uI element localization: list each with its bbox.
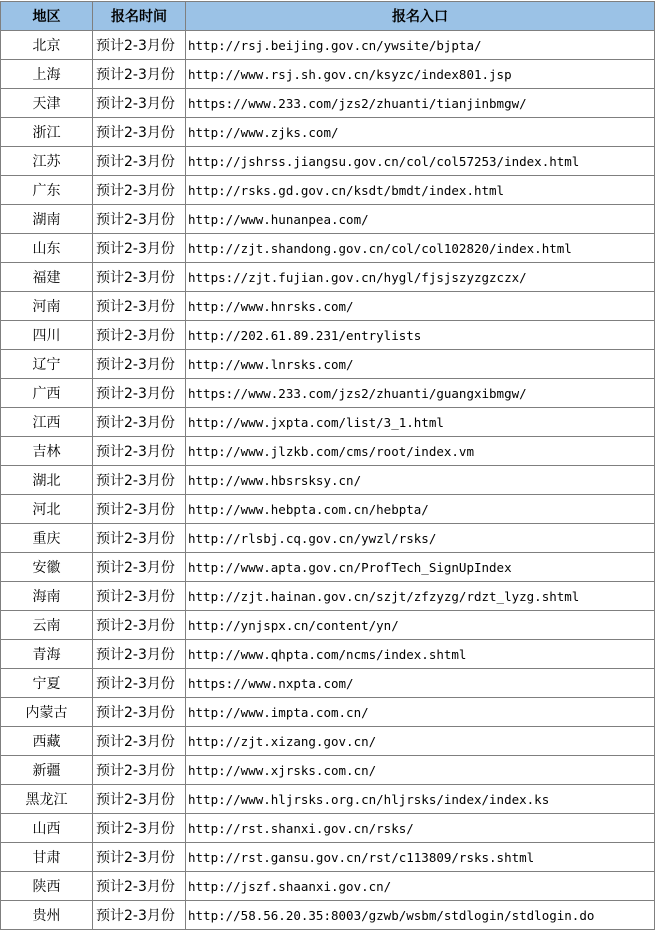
region-cell: 天津 (1, 89, 93, 118)
time-cell: 预计2-3月份 (93, 437, 186, 466)
time-cell: 预计2-3月份 (93, 524, 186, 553)
region-cell: 辽宁 (1, 350, 93, 379)
table-row (1, 843, 655, 872)
time-cell: 预计2-3月份 (93, 698, 186, 727)
entry-url-cell[interactable]: http://jszf.shaanxi.gov.cn/ (186, 872, 655, 901)
region-cell: 吉林 (1, 437, 93, 466)
time-cell: 预计2-3月份 (93, 234, 186, 263)
table-row (1, 408, 655, 437)
time-cell: 预计2-3月份 (93, 669, 186, 698)
table-row (1, 466, 655, 495)
entry-url-cell[interactable]: http://58.56.20.35:8003/gzwb/wsbm/stdlogin/stdlogin.do (186, 901, 655, 930)
time-cell: 预计2-3月份 (93, 640, 186, 669)
table-row (1, 31, 655, 60)
time-cell: 预计2-3月份 (93, 553, 186, 582)
table-row (1, 321, 655, 350)
time-cell: 预计2-3月份 (93, 466, 186, 495)
time-cell: 预计2-3月份 (93, 582, 186, 611)
table-row (1, 89, 655, 118)
entry-url-cell[interactable]: http://www.hljrsks.org.cn/hljrsks/index/index.ks (186, 785, 655, 814)
region-cell: 四川 (1, 321, 93, 350)
time-cell: 预计2-3月份 (93, 785, 186, 814)
table-row (1, 205, 655, 234)
entry-url-cell[interactable]: http://202.61.89.231/entrylists (186, 321, 655, 350)
table-row (1, 292, 655, 321)
region-cell: 上海 (1, 60, 93, 89)
table-row (1, 901, 655, 930)
registration-table (0, 1, 655, 930)
time-cell: 预计2-3月份 (93, 611, 186, 640)
entry-url-cell[interactable]: http://rst.gansu.gov.cn/rst/c113809/rsks.shtml (186, 843, 655, 872)
time-cell: 预计2-3月份 (93, 843, 186, 872)
table-row (1, 727, 655, 756)
header-entry: 报名入口 (186, 2, 655, 31)
entry-url-cell[interactable]: https://www.233.com/jzs2/zhuanti/tianjinbmgw/ (186, 89, 655, 118)
table-row (1, 582, 655, 611)
entry-url-cell[interactable]: http://zjt.shandong.gov.cn/col/col102820/index.html (186, 234, 655, 263)
entry-url-cell[interactable]: http://www.impta.com.cn/ (186, 698, 655, 727)
region-cell: 贵州 (1, 901, 93, 930)
region-cell: 云南 (1, 611, 93, 640)
entry-url-cell[interactable]: http://www.hbsrsksy.cn/ (186, 466, 655, 495)
time-cell: 预计2-3月份 (93, 118, 186, 147)
entry-url-cell[interactable]: https://www.233.com/jzs2/zhuanti/guangxibmgw/ (186, 379, 655, 408)
header-region: 地区 (1, 2, 93, 31)
region-cell: 山西 (1, 814, 93, 843)
region-cell: 山东 (1, 234, 93, 263)
region-cell: 广西 (1, 379, 93, 408)
entry-url-cell[interactable]: http://rsks.gd.gov.cn/ksdt/bmdt/index.html (186, 176, 655, 205)
region-cell: 广东 (1, 176, 93, 205)
entry-url-cell[interactable]: http://www.hebpta.com.cn/hebpta/ (186, 495, 655, 524)
entry-url-cell[interactable]: http://jshrss.jiangsu.gov.cn/col/col57253/index.html (186, 147, 655, 176)
entry-url-cell[interactable]: http://www.qhpta.com/ncms/index.shtml (186, 640, 655, 669)
region-cell: 甘肃 (1, 843, 93, 872)
entry-url-cell[interactable]: http://zjt.hainan.gov.cn/szjt/zfzyzg/rdzt_lyzg.shtml (186, 582, 655, 611)
time-cell: 预计2-3月份 (93, 263, 186, 292)
entry-url-cell[interactable]: http://www.apta.gov.cn/ProfTech_SignUpIndex (186, 553, 655, 582)
time-cell: 预计2-3月份 (93, 147, 186, 176)
header-time: 报名时间 (93, 2, 186, 31)
region-cell: 陕西 (1, 872, 93, 901)
table-row (1, 60, 655, 89)
time-cell: 预计2-3月份 (93, 60, 186, 89)
time-cell: 预计2-3月份 (93, 408, 186, 437)
time-cell: 预计2-3月份 (93, 756, 186, 785)
region-cell: 海南 (1, 582, 93, 611)
table-row (1, 350, 655, 379)
entry-url-cell[interactable]: https://zjt.fujian.gov.cn/hygl/fjsjszyzgzczx/ (186, 263, 655, 292)
time-cell: 预计2-3月份 (93, 901, 186, 930)
table-row (1, 524, 655, 553)
entry-url-cell[interactable]: http://rlsbj.cq.gov.cn/ywzl/rsks/ (186, 524, 655, 553)
table-row (1, 814, 655, 843)
table-body (1, 31, 655, 930)
time-cell: 预计2-3月份 (93, 292, 186, 321)
table-row (1, 118, 655, 147)
entry-url-cell[interactable]: http://www.hnrsks.com/ (186, 292, 655, 321)
region-cell: 湖北 (1, 466, 93, 495)
table-row (1, 756, 655, 785)
table-row (1, 379, 655, 408)
time-cell: 预计2-3月份 (93, 727, 186, 756)
region-cell: 黑龙江 (1, 785, 93, 814)
region-cell: 湖南 (1, 205, 93, 234)
table-row (1, 669, 655, 698)
entry-url-cell[interactable]: https://www.nxpta.com/ (186, 669, 655, 698)
table-row (1, 698, 655, 727)
table-row (1, 785, 655, 814)
table-row (1, 437, 655, 466)
table-row (1, 147, 655, 176)
region-cell: 浙江 (1, 118, 93, 147)
region-cell: 新疆 (1, 756, 93, 785)
table-header (1, 2, 655, 31)
time-cell: 预计2-3月份 (93, 31, 186, 60)
table-row (1, 553, 655, 582)
entry-url-cell[interactable]: http://zjt.xizang.gov.cn/ (186, 727, 655, 756)
time-cell: 预计2-3月份 (93, 350, 186, 379)
time-cell: 预计2-3月份 (93, 176, 186, 205)
time-cell: 预计2-3月份 (93, 814, 186, 843)
entry-url-cell[interactable]: http://www.lnrsks.com/ (186, 350, 655, 379)
entry-url-cell[interactable]: http://www.hunanpea.com/ (186, 205, 655, 234)
table-row (1, 611, 655, 640)
table-row (1, 234, 655, 263)
region-cell: 河北 (1, 495, 93, 524)
region-cell: 宁夏 (1, 669, 93, 698)
table-row (1, 495, 655, 524)
region-cell: 河南 (1, 292, 93, 321)
entry-url-cell[interactable]: http://www.jxpta.com/list/3_1.html (186, 408, 655, 437)
time-cell: 预计2-3月份 (93, 205, 186, 234)
region-cell: 重庆 (1, 524, 93, 553)
entry-url-cell[interactable]: http://rsj.beijing.gov.cn/ywsite/bjpta/ (186, 31, 655, 60)
entry-url-cell[interactable]: http://ynjspx.cn/content/yn/ (186, 611, 655, 640)
entry-url-cell[interactable]: http://www.zjks.com/ (186, 118, 655, 147)
entry-url-cell[interactable]: http://www.jlzkb.com/cms/root/index.vm (186, 437, 655, 466)
time-cell: 预计2-3月份 (93, 872, 186, 901)
table-row (1, 640, 655, 669)
entry-url-cell[interactable]: http://www.rsj.sh.gov.cn/ksyzc/index801.jsp (186, 60, 655, 89)
region-cell: 江西 (1, 408, 93, 437)
table-row (1, 263, 655, 292)
time-cell: 预计2-3月份 (93, 379, 186, 408)
table-row (1, 872, 655, 901)
region-cell: 江苏 (1, 147, 93, 176)
region-cell: 福建 (1, 263, 93, 292)
table-row (1, 176, 655, 205)
region-cell: 安徽 (1, 553, 93, 582)
entry-url-cell[interactable]: http://rst.shanxi.gov.cn/rsks/ (186, 814, 655, 843)
region-cell: 西藏 (1, 727, 93, 756)
time-cell: 预计2-3月份 (93, 321, 186, 350)
region-cell: 北京 (1, 31, 93, 60)
region-cell: 青海 (1, 640, 93, 669)
entry-url-cell[interactable]: http://www.xjrsks.com.cn/ (186, 756, 655, 785)
time-cell: 预计2-3月份 (93, 495, 186, 524)
header-row (1, 2, 655, 31)
time-cell: 预计2-3月份 (93, 89, 186, 118)
region-cell: 内蒙古 (1, 698, 93, 727)
